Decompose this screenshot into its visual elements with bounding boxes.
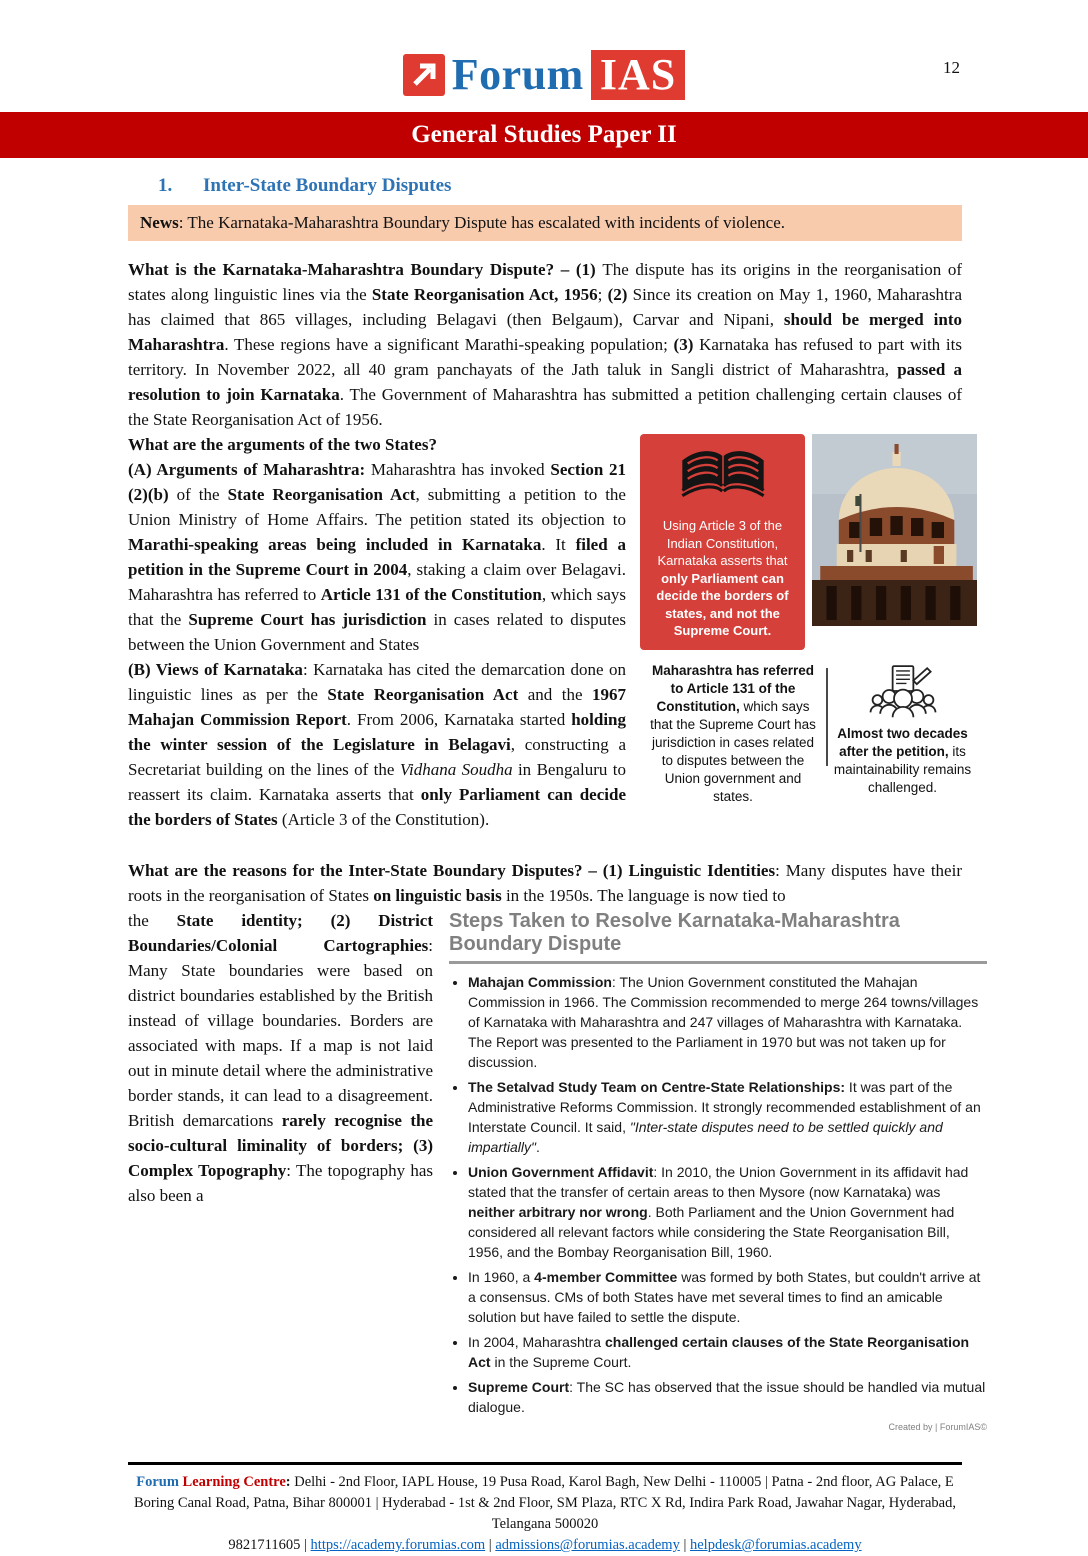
steps-bullet-4-member-committee: • In 1960, a 4-member Committee was formed by both States, but couldn't arrive at a consensus. CMs of both States have met several times to find an amicable solution but have failed to settle the dispute. (468, 1267, 987, 1327)
section-title: Inter-State Boundary Disputes (203, 175, 452, 196)
steps-bullet-union-affidavit: • Union Government Affidavit: In 2010, the Union Government in its affidavit had stated that the transfer of certain areas to then Mysore (now Karnataka) was neither arbitrary nor wrong. Both Parliament and the Union Government had considered all relevant factors while considering the State Reorganisation Bill, 1956, and the Bombay Reorganisation Bill, 1960. (468, 1162, 987, 1262)
infographic-right-caption: Almost two decades after the petition, its maintainability remains challenged. (833, 725, 972, 795)
logo-text-ias: IAS (591, 50, 685, 100)
steps-list (449, 972, 987, 1417)
page-content (128, 175, 987, 1438)
supreme-court-photo (812, 434, 977, 626)
reasons-section (128, 908, 987, 1438)
page-number: 12 (943, 58, 960, 77)
steps-bullet-supreme-court: • Supreme Court: The SC has observed that the issue should be handled via mutual dialogue. (468, 1377, 987, 1417)
para-arguments-maharashtra: (A) Arguments of Maharashtra: Maharashtra has invoked Section 21 (2)(b) of the State Reorganisation Act, submitting a petition to the Union Ministry of Home Affairs. The petition stated its objection to Marathi-speaking areas being included in Karnataka. It filed a petition in the Supreme Court in 2004, staking a claim over Belagavi. Maharashtra has referred to Article 131 of the Constitution, which says that the Supreme Court has jurisdiction in cases related to disputes between the Union Government and States (128, 460, 627, 654)
para-views-karnataka: (B) Views of Karnataka: Karnataka has cited the demarcation done on linguistic lines as per the State Reorganisation Act and the 1967 Mahajan Commission Report. From 2006, Karnataka started holding the winter session of the Legislature in Belagavi, constructing a Secretariat building on the lines of the Vidhana Soudha in Bengaluru to reassert its claim. Karnataka asserts that only Parliament can decide the borders of States (Article 3 of the Constitution). (128, 660, 626, 829)
footer-link-website[interactable]: https://academy.forumias.com (310, 1537, 486, 1553)
steps-box-title: Steps Taken to Resolve Karnataka-Maharashtra Boundary Dispute (449, 910, 987, 964)
arguments-section (128, 432, 972, 832)
logo-text-forum: Forum (451, 50, 584, 99)
infographic-right-caption-block (828, 660, 977, 806)
footer-addresses: Forum Learning Centre: Delhi - 2nd Floor, IAPL House, 19 Pusa Road, Karol Bagh, New Delhi - 110005 | Patna - 2nd floor, AG Palace, E Boring Canal Road, Patna, Bihar 800001 | Hyderabad - 1st & 2nd Floor, SM Plaza, RTC X Rd, Indira Park Road, Jawahar Nagar, Hyderabad, Telangana 500020 (134, 1474, 956, 1532)
infographic-bottom-row (640, 660, 977, 806)
banner-title: General Studies Paper II (0, 112, 1088, 158)
infographic-left-caption: Maharashtra has referred to Article 131 of the Constitution, which says that the Supreme Court has jurisdiction in cases related to disputes between the Union government and states. (650, 662, 816, 804)
para-dispute-overview: What is the Karnataka-Maharashtra Boundary Dispute? – (1) The dispute has its origins in the reorganisation of states along linguistic lines via the State Reorganisation Act, 1956; (2) Since its creation on May 1, 1960, Maharashtra has claimed that 865 villages, including Belagavi (then Belgaum), Carvar and Nipani, should be merged into Maharashtra. These regions have a significant Marathi-speaking population; (3) Karnataka has refused to part with its territory. In November 2022, all 40 gram panchayats of the Jath taluk in Sangli district of Maharashtra, passed a resolution to join Karnataka. The Government of Maharashtra has submitted a petition challenging certain clauses of the State Reorganisation Act of 1956. (128, 260, 963, 429)
news-text: News: The Karnataka-Maharashtra Boundary Dispute has escalated with incidents of violence. (140, 213, 785, 232)
section-heading (158, 175, 962, 197)
section-number: 1. (158, 175, 173, 196)
steps-bullet-setalvad-team: • The Setalvad Study Team on Centre-State Relationships: It was part of the Administrative Reforms Commission. It strongly recommended establishment of an Interstate Council. It said, "Inter-state disputes need to be settled quickly and impartially". (468, 1077, 987, 1157)
forumias-logo (0, 0, 1088, 100)
footer-brand-learning-centre: Learning Centre (178, 1474, 286, 1490)
steps-box (449, 910, 987, 1432)
news-box (128, 205, 962, 241)
footer-link-helpdesk-email[interactable]: helpdesk@forumias.academy (689, 1537, 862, 1553)
question-heading-arguments: What are the arguments of the two States? (128, 435, 437, 454)
open-book-icon (649, 442, 796, 513)
footer-contacts: 9821711605 | https://academy.forumias.com | admissions@forumias.academy | helpdesk@forumias.academy (228, 1537, 862, 1553)
steps-bullet-2004-challenge: • In 2004, Maharashtra challenged certain clauses of the State Reorganisation Act in the Supreme Court. (468, 1332, 987, 1372)
steps-credit: Created by | ForumIAS© (888, 1422, 987, 1432)
footer-brand-forum: Forum (136, 1474, 179, 1490)
footer-divider (128, 1462, 962, 1465)
arrow-up-right-icon (403, 54, 445, 96)
page-footer (128, 1462, 962, 1556)
petition-people-icon (865, 662, 941, 720)
para-reasons-intro: What are the reasons for the Inter-State Boundary Disputes? – (1) Linguistic Identities: Many disputes have their roots in the reorganisation of States on linguistic basis in the 1950s. The language is now tied to (128, 861, 962, 905)
infographic-red-box (640, 434, 805, 650)
steps-bullet-mahajan-commission: • Mahajan Commission: The Union Government constituted the Mahajan Commission in 1966. The Commission recommended to merge 264 towns/villages of Karnataka with Maharashtra and 247 villages of Maharashtra with Karnataka. The Report was presented to the Parliament in 1970 but was not taken up for discussion. (468, 972, 987, 1072)
dispute-infographic (640, 434, 977, 806)
footer-link-admissions-email[interactable]: admissions@forumias.academy (495, 1537, 680, 1553)
infographic-red-box-text: Using Article 3 of the Indian Constitution, Karnataka asserts that only Parliament can decide the borders of states, and not the Supreme Court. (656, 518, 789, 638)
infographic-top-row (640, 434, 977, 650)
para-reasons-continued: the State identity; (2) District Boundaries/Colonial Cartographies: Many State boundaries were based on district boundaries established by the British instead of village boundaries. Borders are associated with maps. If a map is not laid out in minute detail where the administrative border stands, it can lead to a disagreement. British demarcations rarely recognise the socio-cultural liminality of borders; (3) Complex Topography: The topography has also been a (128, 911, 433, 1205)
